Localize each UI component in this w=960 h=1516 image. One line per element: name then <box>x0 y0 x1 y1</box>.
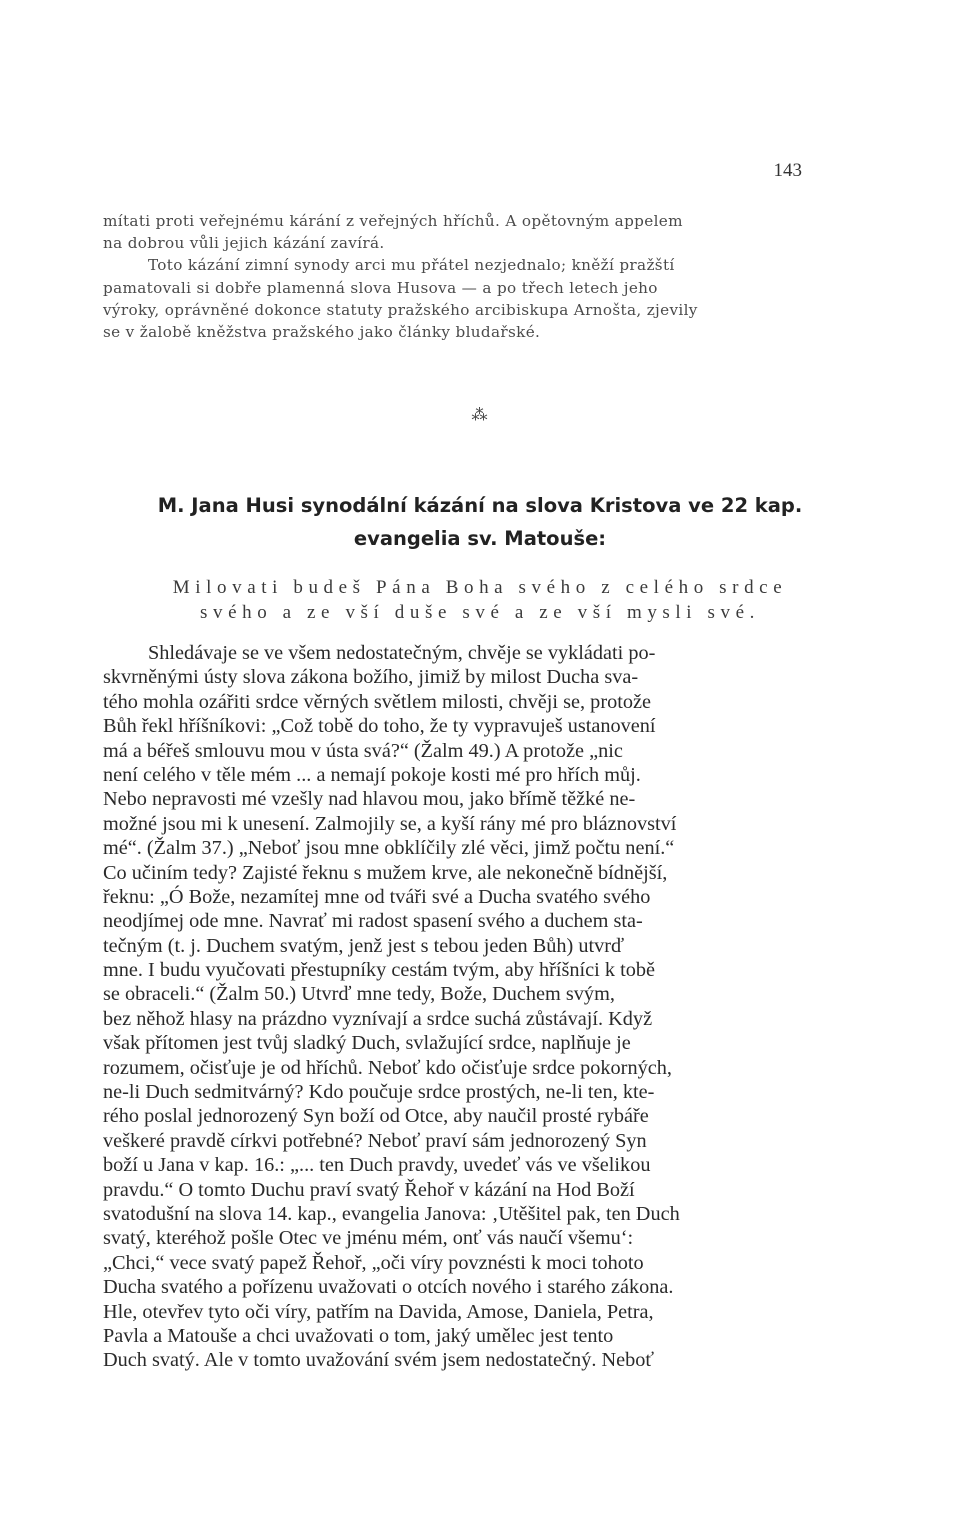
text-line: však přítomen jest tvůj sladký Duch, svlažující srdce, naplňuje je <box>103 1032 631 1055</box>
text-line: Co učiním tedy? Zajisté řeknu s mužem krve, ale nekonečně bídnější, <box>103 861 668 884</box>
text-line: svatý, kteréhož pošle Otec ve jménu mém, onť vás naučí všemu‘: <box>103 1227 634 1250</box>
text-line: Duch svatý. Ale v tomto uvažování svém jsem nedostatečný. Neboť <box>103 1349 655 1372</box>
text-line: mne. I budu vyučovati přestupníky cestám tvým, aby hříšníci k tobě <box>103 959 655 982</box>
text-line: pravdu.“ O tomto Duchu praví svatý Řehoř v kázání na Hod Boží <box>103 1178 635 1201</box>
text-line: veškeré pravdě církvi potřebné? Neboť praví sám jednorozený Syn <box>103 1129 647 1152</box>
text-line: má a béřeš smlouvu mou v ústa svá?“ (Žalm 49.) A protože „nic <box>103 739 623 762</box>
sermon-title-line-2: evangelia sv. Matouše: <box>353 527 607 550</box>
text-line: výroky, oprávněné dokonce statuty pražského arcibiskupa Arnošta, zjevily <box>103 300 698 319</box>
text-line: „Chci,“ vece svatý papež Řehoř, „oči víry povznésti k moci tohoto <box>103 1251 644 1274</box>
text-line: Bůh řekl hříšníkovi: „Což tobě do toho, že ty vypravuješ ustanovení <box>103 715 656 738</box>
text-line: řeknu: „Ó Bože, nezamítej mne od tváři své a Ducha svatého svého <box>103 885 651 908</box>
text-line: Ducha svatého a pořízenu uvažovati o otcích nového i starého zákona. <box>103 1276 674 1299</box>
text-line: pamatovali si dobře plamenná slova Husova — a po třech letech jeho <box>103 278 658 297</box>
text-line: Shledávaje se ve všem nedostatečným, chvěje se vykládati po- <box>148 642 656 664</box>
motto-line-2: svého a ze vší duše své a ze vší mysli své. <box>199 602 761 623</box>
text-line: neodjímej ode mne. Navrať mi radost spasení svého a duchem sta- <box>103 910 643 933</box>
text-line: Hle, otevřev tyto oči víry, patřím na Davida, Amose, Daniela, Petra, <box>103 1300 654 1323</box>
page-number: 143 <box>773 160 802 181</box>
text-line: mítati proti veřejnému kárání z veřejných hříchů. A opětovným appelem <box>103 212 683 230</box>
text-line: není celého v těle mém ... a nemají pokoje kosti mé pro hřích můj. <box>103 763 641 786</box>
text-line: boží u Jana v kap. 16.: „... ten Duch pravdy, uvedeť vás ve všelikou <box>103 1154 651 1177</box>
body-paragraph <box>103 641 799 1373</box>
text-line: Toto kázání zimní synody arci mu přátel nezjednalo; kněží pražští <box>148 256 675 275</box>
text-line: tého mohla ozářiti srdce věrných světlem milosti, chvěji se, protože <box>103 690 651 713</box>
text-line: skvrněnými ústy slova zákona božího, jimiž by milost Ducha sva- <box>103 666 639 689</box>
text-line: mé“. (Žalm 37.) „Neboť jsou mne obklíčily zlé věci, jimž počtu není.“ <box>103 837 675 860</box>
text-line: možné jsou mi k unesení. Zalmojily se, a kyší rány mé pro bláznovství <box>103 812 677 835</box>
text-line: na dobrou vůli jejich kázání zavírá. <box>103 234 385 253</box>
motto-line-1: Milovati budeš Pána Boha svého z celého srdce <box>172 577 788 598</box>
text-line: Nebo nepravosti mé vzešly nad hlavou mou, jako břímě těžké ne- <box>103 788 636 811</box>
sermon-title-line-1: M. Jana Husi synodální kázání na slova Kristova ve 22 kap. <box>157 494 803 517</box>
text-line: tečným (t. j. Duchem svatým, jenž jest s tebou jeden Bůh) utvrď <box>103 934 625 957</box>
text-line: se v žalobě kněžstva pražského jako články bludařské. <box>103 322 541 341</box>
text-line: rého poslal jednorozený Syn boží od Otce, aby naučil prosté rybáře <box>103 1105 649 1128</box>
text-line: bez něhož hlasy na prázdno vyznívají a srdce suchá zůstávají. Když <box>103 1007 653 1030</box>
text-line: svatodušní na slova 14. kap., evangelia Janova: ‚Utěšitel pak, ten Duch <box>103 1202 680 1225</box>
intro-paragraph <box>103 210 799 343</box>
text-line: se obraceli.“ (Žalm 50.) Utvrď mne tedy, Bože, Duchem svým, <box>103 983 615 1006</box>
text-line: Pavla a Matouše a chci uvažovati o tom, jaký umělec jest tento <box>103 1324 614 1347</box>
text-line: ne-li Duch sedmitvárný? Kdo poučuje srdce prostých, ne-li ten, kte- <box>103 1081 655 1104</box>
section-ornament: ⁂ <box>471 405 489 424</box>
text-line: rozumem, očisťuje je od hříchů. Neboť kdo očisťuje srdce pokorných, <box>103 1056 672 1079</box>
